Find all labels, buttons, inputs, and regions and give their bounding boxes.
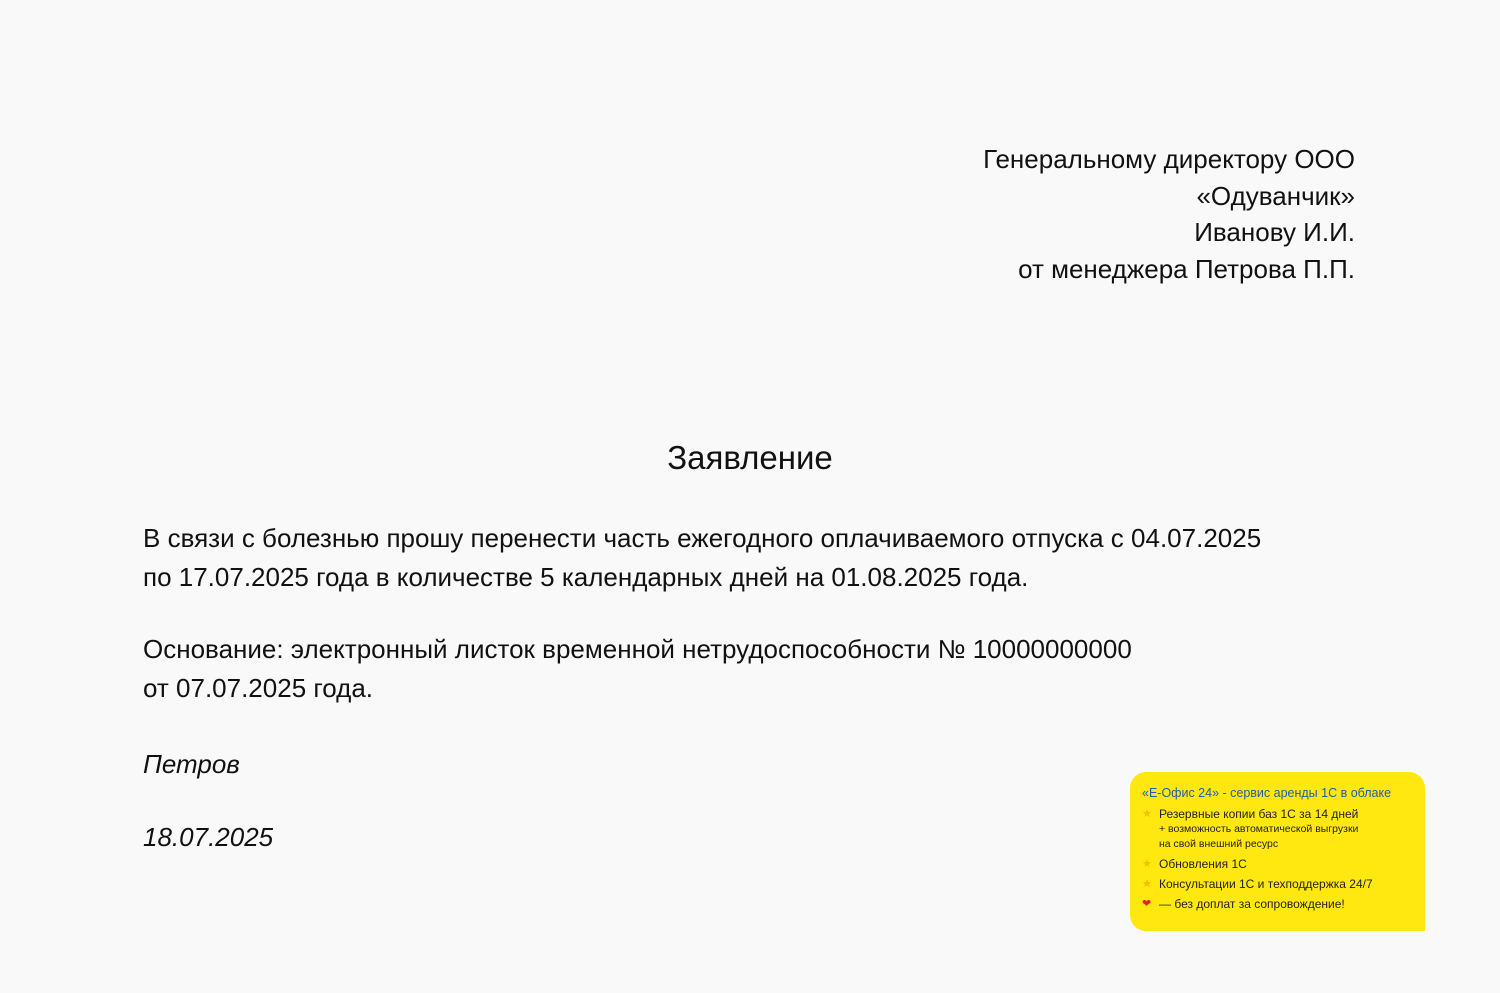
addressee-block xyxy=(983,141,1355,287)
paragraph-line: по 17.07.2025 года в количестве 5 календарных дней на 01.08.2025 года. xyxy=(143,561,1029,592)
basis-paragraph xyxy=(143,630,1132,707)
signature-date: 18.07.2025 xyxy=(143,822,274,852)
promo-item-text: Обновления 1С xyxy=(1159,857,1247,871)
promo-item-subtext: + возможность автоматической выгрузки xyxy=(1159,823,1359,835)
star-icon: ★ xyxy=(1142,808,1152,820)
addressee-line: от менеджера Петрова П.П. xyxy=(1018,253,1355,284)
star-icon: ★ xyxy=(1142,858,1152,870)
promo-item xyxy=(1142,857,1415,872)
promo-item-subtext: на свой внешний ресурс xyxy=(1159,838,1279,850)
promo-title: «Е-Офис 24» - сервис аренды 1С в облаке xyxy=(1142,786,1392,800)
heart-icon: ❤ xyxy=(1142,898,1152,910)
promo-banner[interactable] xyxy=(1130,772,1425,931)
request-paragraph xyxy=(143,519,1261,596)
promo-item-text: Резервные копии баз 1С за 14 дней xyxy=(1159,807,1359,821)
addressee-line: Генеральному директору ООО xyxy=(983,144,1355,174)
promo-item-text: Консультации 1С и техподдержка 24/7 xyxy=(1159,877,1373,891)
paragraph-line: Основание: электронный листок временной нетрудоспособности № 10000000000 xyxy=(143,634,1132,664)
promo-item-text: — без доплат за сопровождение! xyxy=(1159,897,1345,911)
document-title: Заявление xyxy=(667,439,833,476)
addressee-line: «Одуванчик» xyxy=(1196,180,1355,211)
promo-item xyxy=(1142,877,1415,892)
promo-item xyxy=(1142,897,1415,912)
paragraph-line: В связи с болезнью прошу перенести часть ежегодного оплачиваемого отпуска с 04.07.2025 xyxy=(143,523,1262,553)
promo-item xyxy=(1142,807,1415,852)
paragraph-line: от 07.07.2025 года. xyxy=(143,672,374,703)
star-icon: ★ xyxy=(1142,878,1152,890)
signature-name: Петров xyxy=(143,749,240,779)
addressee-line: Иванову И.И. xyxy=(1194,217,1355,248)
